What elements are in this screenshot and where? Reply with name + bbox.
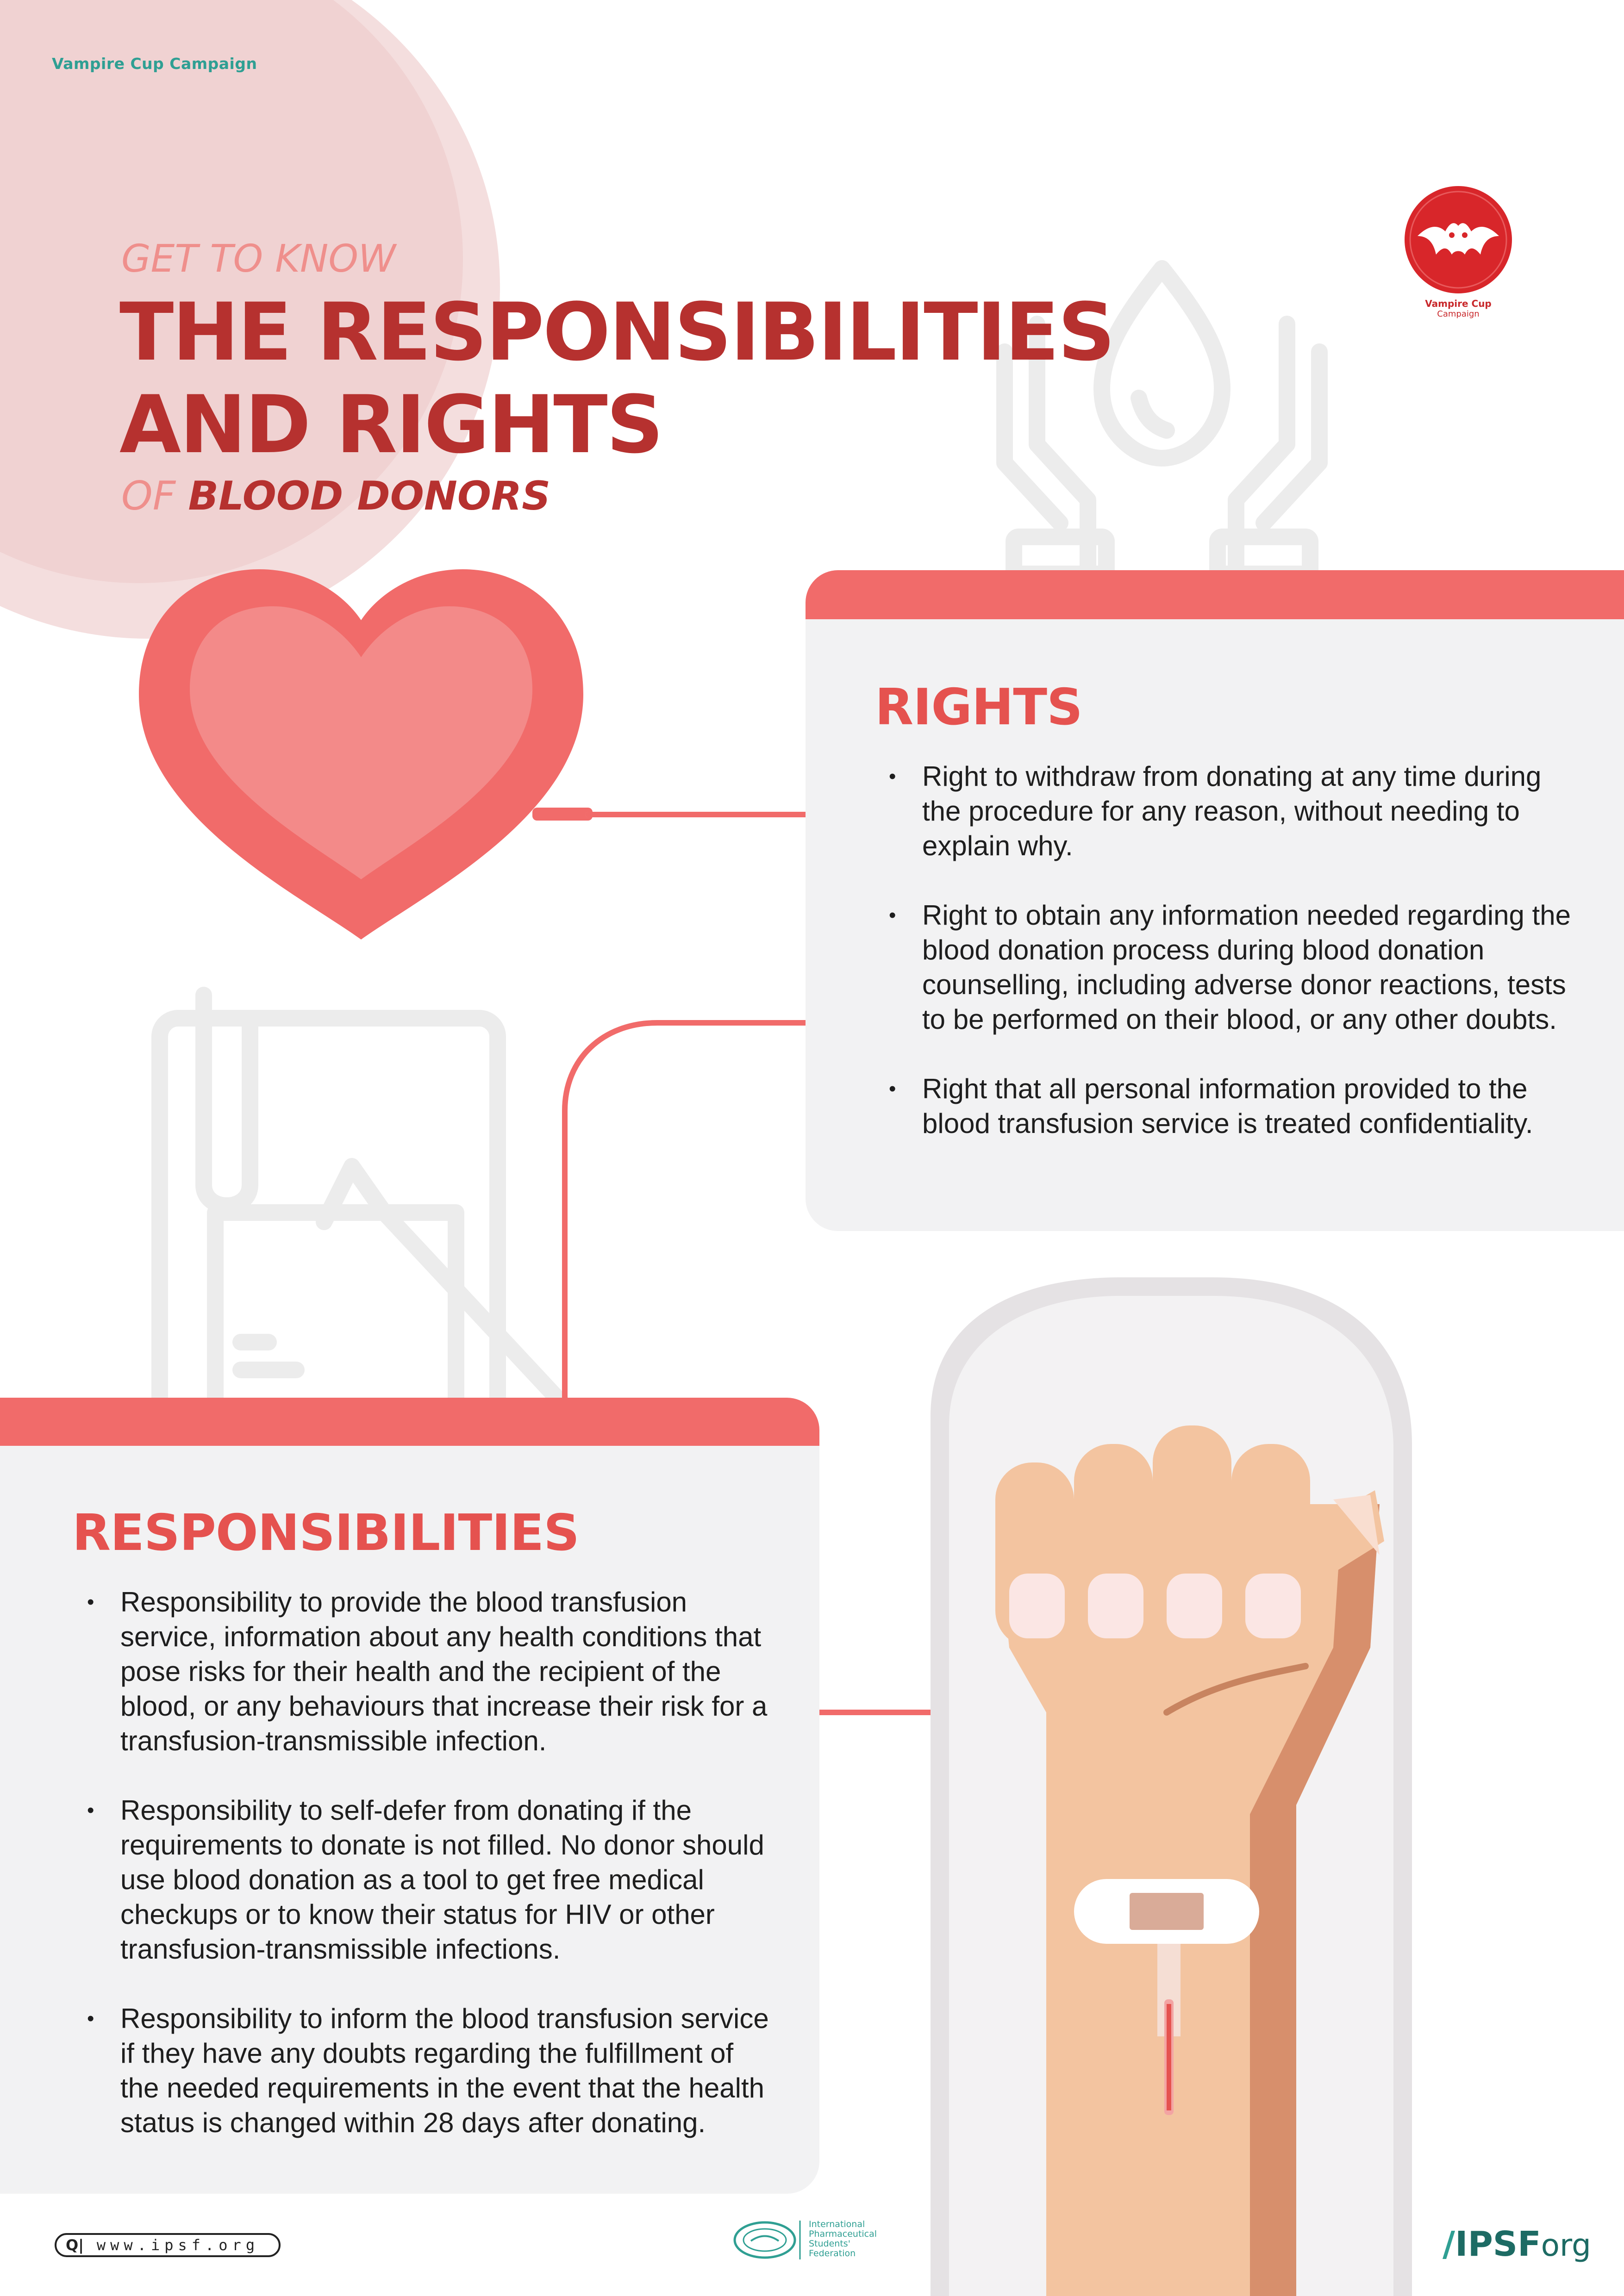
search-icon: Q|: [66, 2236, 84, 2254]
list-item-text: Responsibility to provide the blood transfusion service, information about any health conditions that pose risks for their health and the recipient of the blood, or any behaviours that increase their risk for a transfusion-transmissible infection.: [120, 1587, 768, 1756]
list-item-text: Right that all personal information provided to the blood transfusion service is treated confidentiality.: [922, 1073, 1533, 1139]
list-item: [889, 1071, 1580, 1141]
website-link[interactable]: [55, 2233, 281, 2257]
page-subtitle: [121, 473, 550, 519]
responsibilities-list: [87, 1585, 778, 2175]
subtitle-strong: BLOOD DONORS: [188, 473, 551, 519]
ipsf-federation-logo: [732, 2217, 899, 2263]
logo-caption-line-1: Vampire Cup: [1425, 298, 1492, 309]
list-item-text: Right to withdraw from donating at any time during the procedure for any reason, without needing to explain why.: [922, 761, 1542, 861]
bullet-icon: •: [87, 1799, 94, 1822]
page-title-line-2: AND RIGHTS: [119, 378, 662, 471]
federation-emblem-icon: [732, 2217, 802, 2263]
logo-caption-line-2: Campaign: [1437, 309, 1480, 319]
page-title-line-1: THE RESPONSIBILITIES: [119, 286, 1114, 379]
bullet-icon: •: [889, 765, 896, 788]
list-item-text: Right to obtain any information needed regarding the blood donation process during blood donation counselling, including adverse donor reactions, tests to be performed on their blood, or any other doubts.: [922, 900, 1571, 1035]
vampire-cup-bat-icon: [1404, 185, 1513, 294]
page-title: [119, 286, 1184, 471]
bullet-icon: •: [87, 2007, 94, 2030]
list-item: [87, 1585, 778, 1758]
brand-suffix: org: [1541, 2228, 1591, 2263]
bullet-icon: •: [889, 1077, 896, 1100]
website-url: www.ipsf.org: [96, 2236, 260, 2254]
brand-name: IPSF: [1455, 2224, 1541, 2264]
ipsf-brand-mark: [1443, 2224, 1591, 2264]
title-kicker: GET TO KNOW: [121, 237, 396, 281]
rights-panel-bar: [806, 570, 1624, 619]
federation-name-line-1: International: [809, 2219, 865, 2229]
federation-name-line-3: Students' Federation: [809, 2239, 856, 2259]
blood-bag-heart-icon: [139, 569, 593, 940]
rights-heading: RIGHTS: [875, 678, 1082, 736]
federation-name-line-2: Pharmaceutical: [809, 2229, 877, 2239]
list-item-text: Responsibility to inform the blood transfusion service if they have any doubts regarding the fulfillment of the needed requirements in the event that the health status is changed within 28 days after donating.: [120, 2003, 769, 2138]
clipboard-pencil-icon: [160, 995, 574, 1416]
list-item: [87, 1793, 778, 1966]
federation-name: [809, 2220, 899, 2259]
brand-slash: /: [1443, 2224, 1455, 2264]
list-item: [889, 759, 1580, 863]
campaign-label: Vampire Cup Campaign: [52, 55, 257, 73]
vampire-cup-logo: [1403, 185, 1514, 324]
responsibilities-heading: RESPONSIBILITIES: [72, 1504, 579, 1562]
list-item: [889, 898, 1580, 1037]
list-item-text: Responsibility to self-defer from donating if the requirements to donate is not filled. No donor should use blood donation as a tool to get free medical checkups or to know their status for HIV or other transfusion-transmissible infections.: [120, 1795, 764, 1965]
rights-list: [889, 759, 1580, 1176]
list-item: [87, 2001, 778, 2140]
bullet-icon: •: [87, 1591, 94, 1613]
responsibilities-panel-bar: [0, 1398, 819, 1446]
bullet-icon: •: [889, 904, 896, 927]
subtitle-prefix: OF: [121, 473, 176, 519]
